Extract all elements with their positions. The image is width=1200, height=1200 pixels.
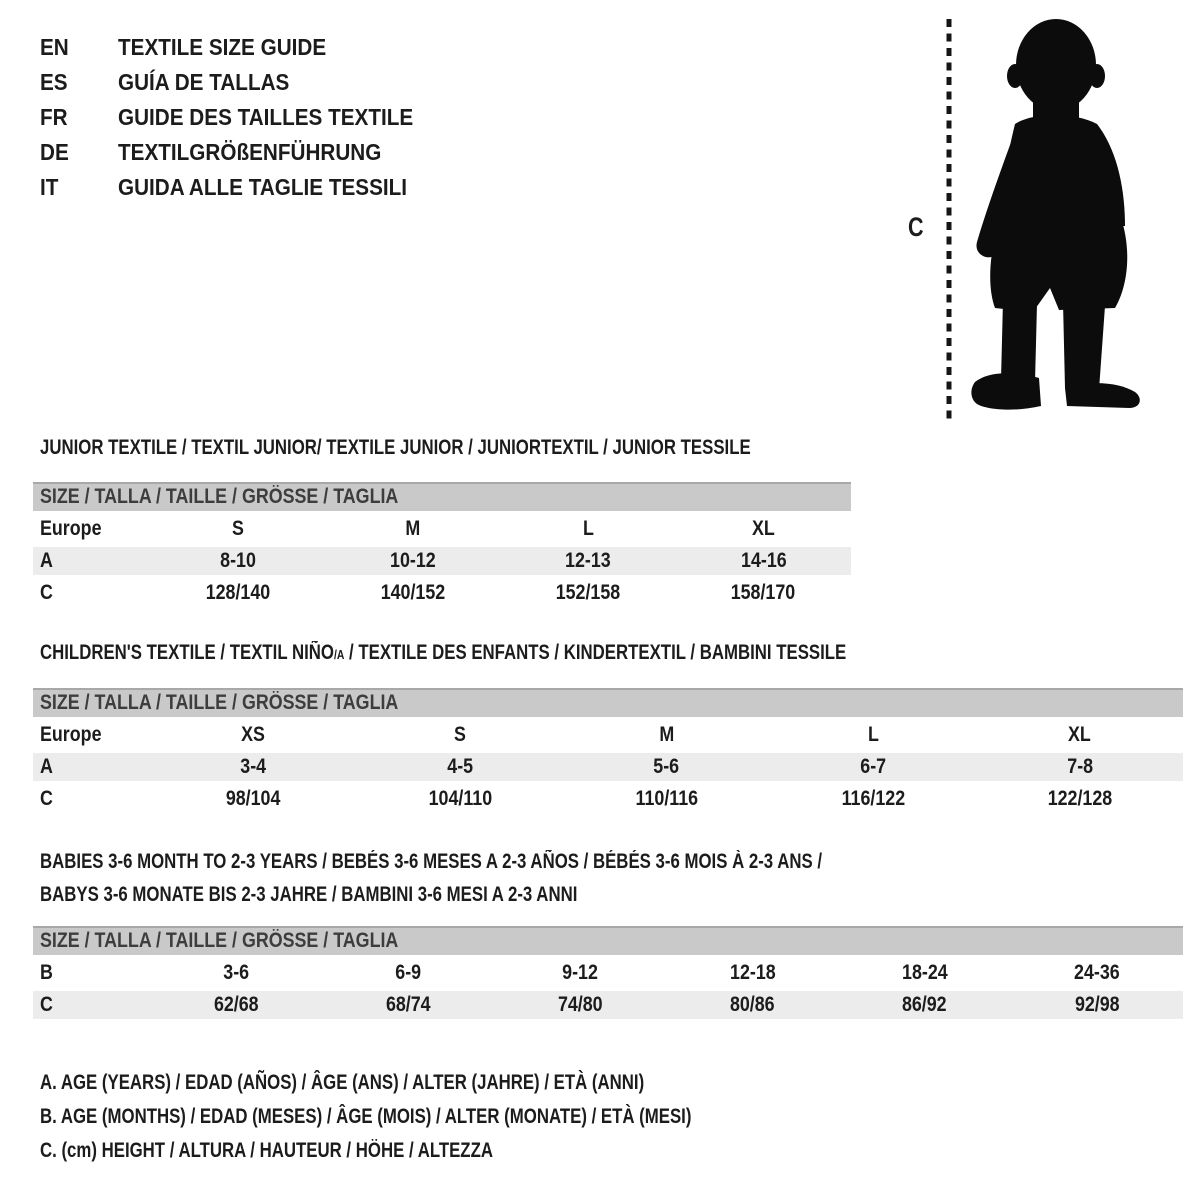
table-cell	[839, 991, 1011, 1019]
cell-value: 8-10	[219, 549, 256, 572]
table-cell	[563, 753, 770, 781]
table-row	[33, 721, 1183, 749]
table-cell	[325, 579, 500, 607]
cell-value: XL	[751, 517, 775, 540]
table-cell	[357, 721, 564, 749]
language-code-text: EN	[40, 34, 69, 60]
table-cell	[501, 515, 676, 543]
row-label	[33, 721, 150, 749]
row-label-text: A	[40, 755, 53, 778]
language-code-text: DE	[40, 139, 69, 165]
junior-table-rows	[33, 511, 851, 611]
table-cell	[563, 721, 770, 749]
language-code-text: IT	[40, 174, 59, 200]
cell-value: 6-7	[860, 755, 886, 778]
table-row	[33, 547, 851, 575]
junior-size-header-bar	[33, 482, 851, 511]
table-cell	[563, 785, 770, 813]
language-title-text: TEXTILE SIZE GUIDE	[118, 34, 327, 60]
table-cell	[150, 785, 357, 813]
table-row	[33, 959, 1183, 987]
language-title	[118, 139, 411, 166]
row-label	[33, 991, 150, 1019]
cell-value: M	[405, 517, 421, 540]
table-cell	[325, 515, 500, 543]
children-heading-sub: /A	[333, 647, 345, 662]
table-row	[33, 785, 1183, 813]
children-table-rows	[33, 717, 1183, 817]
table-cell	[357, 785, 564, 813]
row-label-text: C	[40, 993, 53, 1016]
cell-value: 24-36	[1074, 961, 1120, 984]
babies-size-header-text: SIZE / TALLA / TAILLE / GRÖSSE / TAGLIA	[40, 929, 399, 952]
table-cell	[770, 753, 977, 781]
table-cell	[357, 753, 564, 781]
babies-heading-line1	[40, 845, 1018, 878]
table-row	[33, 515, 851, 543]
cell-value: 110/116	[635, 787, 698, 810]
table-cell	[770, 785, 977, 813]
cell-value: 10-12	[390, 549, 436, 572]
table-cell	[150, 515, 325, 543]
language-title-text: TEXTILGRÖßENFÜHRUNG	[118, 139, 382, 165]
language-code	[40, 174, 118, 201]
language-code-text: ES	[40, 69, 68, 95]
table-cell	[150, 959, 322, 987]
language-title	[118, 34, 349, 61]
language-title	[118, 104, 446, 131]
table-cell	[322, 991, 494, 1019]
legend-line-a-text: A. AGE (YEARS) / EDAD (AÑOS) / ÂGE (ANS) / ALTER (JAHRE) / ETÀ (ANNI)	[40, 1071, 645, 1094]
cell-value: XL	[1068, 723, 1092, 746]
cell-value: 80/86	[730, 993, 775, 1016]
cell-value: 3-4	[240, 755, 267, 778]
cell-value: M	[659, 723, 674, 746]
legend-line-a	[40, 1066, 854, 1100]
cell-value: 74/80	[558, 993, 603, 1016]
table-cell	[150, 721, 357, 749]
cell-value: 122/128	[1047, 787, 1112, 810]
language-code	[40, 139, 118, 166]
junior-section-heading-text: JUNIOR TEXTILE / TEXTIL JUNIOR/ TEXTILE JUNIOR / JUNIORTEXTIL / JUNIOR TESSILE	[40, 436, 751, 459]
row-label	[33, 785, 150, 813]
table-cell	[501, 579, 676, 607]
cell-value: 7-8	[1066, 755, 1093, 778]
language-code	[40, 69, 118, 96]
table-cell	[976, 721, 1183, 749]
legend-line-c	[40, 1134, 854, 1168]
cell-value: 4-5	[446, 755, 473, 778]
table-cell	[676, 515, 851, 543]
row-label	[33, 579, 150, 607]
cell-value: 9-12	[562, 961, 599, 984]
table-cell	[325, 547, 500, 575]
junior-section-heading	[40, 431, 928, 464]
table-cell	[494, 991, 666, 1019]
cell-value: XS	[241, 723, 266, 746]
cell-value: 14-16	[740, 549, 787, 572]
language-code-text: FR	[40, 104, 68, 130]
language-code	[40, 104, 118, 131]
cell-value: 5-6	[653, 755, 680, 778]
table-cell	[501, 547, 676, 575]
legend	[40, 1066, 854, 1168]
table-cell	[666, 991, 838, 1019]
height-measure-label	[908, 212, 928, 243]
legend-line-b	[40, 1100, 854, 1134]
children-heading-post: / TEXTILE DES ENFANTS / KINDERTEXTIL / BAMBINI TESSILE	[344, 641, 847, 664]
children-section-heading	[40, 636, 1048, 671]
cell-value: 18-24	[901, 961, 948, 984]
language-row-es	[40, 65, 446, 100]
table-cell	[150, 991, 322, 1019]
children-section-heading-text	[40, 636, 846, 671]
cell-value: S	[453, 723, 466, 746]
cell-value: 104/110	[428, 787, 492, 810]
babies-heading-line1-text: BABIES 3-6 MONTH TO 2-3 YEARS / BEBÉS 3-6 MESES A 2-3 AÑOS / BÉBÉS 3-6 MOIS À 2-3 ANS /	[40, 850, 823, 873]
table-cell	[976, 753, 1183, 781]
row-label	[33, 753, 150, 781]
babies-section-heading	[40, 845, 1018, 911]
height-dashed-line-icon	[944, 19, 954, 421]
table-row	[33, 579, 851, 607]
babies-heading-line2-text: BABYS 3-6 MONATE BIS 2-3 JAHRE / BAMBINI 3-6 MESI A 2-3 ANNI	[40, 883, 578, 906]
row-label-text: A	[40, 549, 53, 572]
cell-value: 98/104	[225, 787, 281, 810]
junior-size-table	[33, 482, 851, 611]
babies-heading-line2	[40, 878, 1018, 911]
row-label-text: Europe	[40, 517, 102, 540]
language-row-fr	[40, 100, 446, 135]
row-label	[33, 959, 150, 987]
cell-value: 12-13	[565, 549, 611, 572]
table-row	[33, 753, 1183, 781]
language-code	[40, 34, 118, 61]
cell-value: 68/74	[385, 993, 431, 1016]
children-heading-pre: CHILDREN'S TEXTILE / TEXTIL NIÑO	[40, 641, 334, 664]
cell-value: 152/158	[555, 581, 621, 604]
table-cell	[666, 959, 838, 987]
language-row-en	[40, 30, 446, 65]
legend-line-c-text: C. (cm) HEIGHT / ALTURA / HAUTEUR / HÖHE / ALTEZZA	[40, 1139, 493, 1162]
cell-value: 86/92	[902, 993, 948, 1016]
language-row-it	[40, 170, 446, 205]
table-cell	[150, 753, 357, 781]
table-cell	[1011, 959, 1183, 987]
children-size-table	[33, 688, 1183, 817]
cell-value: 92/98	[1074, 993, 1120, 1016]
row-label	[33, 547, 150, 575]
toddler-silhouette-icon	[963, 16, 1163, 421]
cell-value: 128/140	[205, 581, 270, 604]
table-cell	[676, 547, 851, 575]
language-title-text: GUÍA DE TALLAS	[118, 69, 290, 95]
cell-value: 116/122	[841, 787, 905, 810]
language-title	[118, 174, 439, 201]
language-title	[118, 69, 308, 96]
row-label-text: B	[40, 961, 53, 984]
row-label-text: Europe	[40, 723, 102, 746]
cell-value: 140/152	[380, 581, 446, 604]
table-cell	[770, 721, 977, 749]
cell-value: 62/68	[213, 993, 259, 1016]
cell-value: 3-6	[223, 961, 249, 984]
cell-value: 6-9	[395, 961, 422, 984]
children-size-header-text: SIZE / TALLA / TAILLE / GRÖSSE / TAGLIA	[40, 691, 399, 714]
language-title-text: GUIDA ALLE TAGLIE TESSILI	[118, 174, 408, 200]
table-row	[33, 991, 1183, 1019]
junior-size-header-text: SIZE / TALLA / TAILLE / GRÖSSE / TAGLIA	[40, 485, 399, 508]
cell-value: 158/170	[731, 581, 796, 604]
babies-size-header-bar	[33, 926, 1183, 955]
row-label-text: C	[40, 581, 53, 604]
cell-value: 12-18	[729, 961, 776, 984]
table-cell	[322, 959, 494, 987]
legend-line-b-text: B. AGE (MONTHS) / EDAD (MESES) / ÂGE (MOIS) / ALTER (MONATE) / ETÀ (MESI)	[40, 1105, 692, 1128]
table-cell	[494, 959, 666, 987]
table-cell	[150, 579, 325, 607]
language-row-de	[40, 135, 446, 170]
table-cell	[150, 547, 325, 575]
height-measure-label-text: C	[908, 212, 924, 242]
table-cell	[839, 959, 1011, 987]
table-cell	[976, 785, 1183, 813]
babies-table-rows	[33, 955, 1183, 1023]
table-cell	[1011, 991, 1183, 1019]
language-title-text: GUIDE DES TAILLES TEXTILE	[118, 104, 414, 130]
children-size-header-bar	[33, 688, 1183, 717]
row-label	[33, 515, 150, 543]
row-label-text: C	[40, 787, 53, 810]
cell-value: L	[582, 517, 594, 540]
babies-size-table	[33, 926, 1183, 1023]
table-cell	[676, 579, 851, 607]
cell-value: S	[231, 517, 244, 540]
cell-value: L	[867, 723, 879, 746]
language-title-list	[40, 30, 446, 205]
